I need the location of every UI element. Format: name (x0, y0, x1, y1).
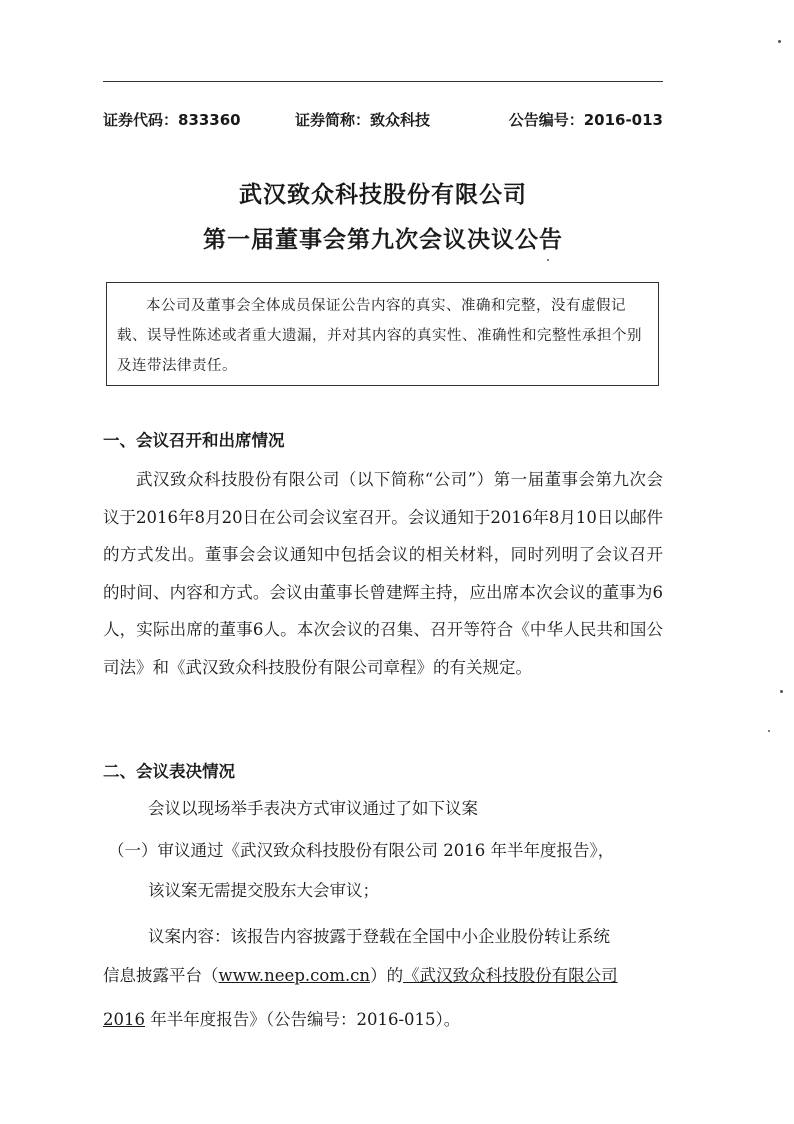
content-text: 年半年度报告》（公告编号：2016-015）。 (145, 1010, 461, 1029)
securities-abbreviation: 证券简称：致众科技 (295, 111, 431, 129)
resolution-note: 该议案无需提交股东大会审议； (148, 881, 379, 900)
announcement-number: 公告编号：2016-013 (508, 111, 663, 129)
report-name: 《武汉致众科技股份有限公司 (403, 966, 618, 985)
section-heading-meeting: 一、会议召开和出席情况 (103, 431, 285, 450)
meeting-paragraph: 武汉致众科技股份有限公司（以下简称“公司”）第一届董事会第九次会议于2016年8月20日在公司会议室召开。会议通知于2016年8月10日以邮件的方式发出。董事会会议通知中包括会议的相关材料，同时列明了会议召开的时间、内容和方式。会议由董事长曾建辉主持，应出席本次会议的董事为6人，实际出席的董事6人。本次会议的召集、召开等符合《中华人民共和国公司法》和《武汉致众科技股份有限公司章程》的有关规定。 (103, 470, 663, 677)
announcement-header (103, 109, 663, 131)
securities-code: 证券代码：833360 (103, 111, 241, 129)
resolution-content-line-3 (103, 1006, 460, 1030)
header-rule (103, 81, 663, 82)
scan-speck (768, 730, 770, 732)
voting-intro: 会议以现场举手表决方式审议通过了如下议案 (148, 799, 478, 818)
content-text: 信息披露平台（ (103, 966, 219, 985)
disclosure-url: www.neep.com.cn (218, 966, 371, 985)
section-heading-voting: 二、会议表决情况 (103, 762, 235, 781)
scan-speck (778, 40, 781, 43)
resolution-content-line-1: 议案内容：该报告内容披露于登载在全国中小企业股份转让系统 (148, 927, 610, 946)
content-text: ）的 (370, 966, 404, 985)
resolution-item-1: （一）审议通过《武汉致众科技股份有限公司 2016 年半年度报告》， (108, 841, 615, 860)
scan-speck (547, 259, 549, 261)
disclaimer-box: 本公司及董事会全体成员保证公告内容的真实、准确和完整，没有虚假记载、误导性陈述或者重大遗漏，并对其内容的真实性、准确性和完整性承担个别及连带法律责任。 (106, 282, 659, 386)
company-title: 武汉致众科技股份有限公司 (239, 182, 527, 208)
report-year: 2016 (103, 1010, 145, 1029)
scan-speck (780, 690, 783, 693)
announcement-title: 第一届董事会第九次会议决议公告 (203, 227, 563, 253)
resolution-content-line-2 (103, 962, 618, 986)
